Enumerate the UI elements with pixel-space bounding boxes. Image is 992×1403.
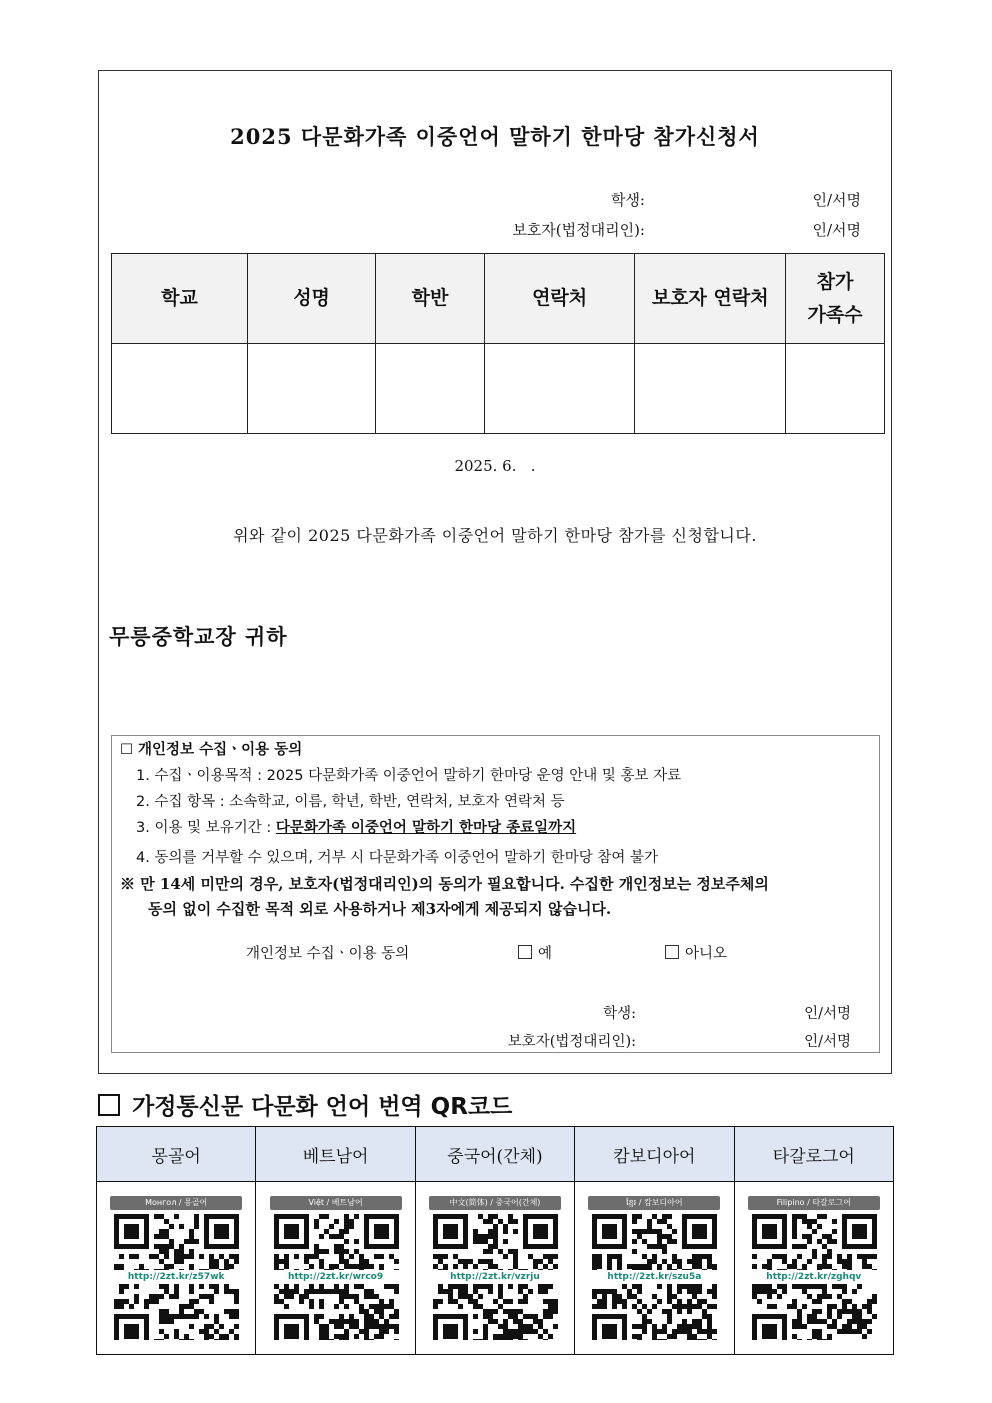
- table-header-row: [112, 254, 885, 344]
- qr-lang-header: 캄보디아어: [575, 1127, 734, 1182]
- col-school: 학교: [112, 254, 248, 344]
- qr-tag: 中文(简体) / 중국어(간체): [429, 1196, 561, 1210]
- qr-card[interactable]: [429, 1196, 561, 1336]
- qr-card[interactable]: [110, 1196, 242, 1336]
- qr-lang-header: 타갈로그어: [734, 1127, 893, 1182]
- qr-tag: ខ្មែរ / 캄보디아어: [588, 1196, 720, 1210]
- consent-item: 1. 수집ㆍ이용목적 : 2025 다문화가족 이중언어 말하기 한마당 운영 안내 및 홍보 자료: [136, 768, 682, 784]
- qr-url[interactable]: http://2zt.kr/szu5a: [607, 1272, 702, 1282]
- input-class[interactable]: [376, 344, 485, 434]
- qr-table: [96, 1126, 894, 1355]
- application-date: 2025. 6. .: [454, 457, 536, 475]
- consent-note: ※ 만 14세 미만의 경우, 보호자(법정대리인)의 동의가 필요합니다. 수집한 개인정보는 정보주체의: [120, 875, 769, 893]
- checkbox-yes[interactable]: [518, 945, 532, 959]
- option-no-label: 아니오: [685, 946, 728, 962]
- qr-url[interactable]: http://2zt.kr/wrco9: [288, 1272, 384, 1282]
- qr-code-icon[interactable]: [592, 1214, 717, 1270]
- qr-url[interactable]: http://2zt.kr/vzrju: [450, 1272, 540, 1282]
- qr-heading-text: 가정통신문 다문화 언어 번역 QR코드: [132, 1094, 513, 1120]
- consent-signature-student: [112, 1002, 879, 1022]
- col-family-count: 참가 가족수: [785, 254, 884, 344]
- qr-card[interactable]: [270, 1196, 402, 1336]
- qr-code-icon[interactable]: [433, 1284, 558, 1340]
- signature-mark[interactable]: 인/서명: [812, 221, 861, 239]
- qr-cell: [575, 1182, 734, 1355]
- option-yes-label: 예: [538, 946, 553, 962]
- col-class: 학반: [376, 254, 485, 344]
- top-signature-guardian: [99, 219, 891, 239]
- qr-row: [97, 1182, 894, 1355]
- option-yes[interactable]: [518, 942, 552, 963]
- qr-tag: Filipino / 타갈로그어: [748, 1196, 880, 1210]
- input-name[interactable]: [247, 344, 375, 434]
- table-row: [112, 344, 885, 434]
- addressee: 무릉중학교장 귀하: [109, 624, 288, 649]
- input-contact[interactable]: [484, 344, 635, 434]
- consent-title: ☐ 개인정보 수집ㆍ이용 동의: [120, 742, 303, 758]
- signature-label: 보호자(법정대리인):: [512, 221, 645, 239]
- qr-section-heading: [98, 1088, 512, 1121]
- qr-card[interactable]: [748, 1196, 880, 1336]
- qr-cell: [97, 1182, 256, 1355]
- qr-code-icon[interactable]: [114, 1284, 239, 1340]
- consent-item: 2. 수집 항목 : 소속학교, 이름, 학년, 학반, 연락처, 보호자 연락처 등: [136, 794, 565, 810]
- consent-signature-guardian: [112, 1030, 879, 1050]
- col-name: 성명: [247, 254, 375, 344]
- col-guardian-contact: 보호자 연락처: [635, 254, 786, 344]
- signature-label: 학생:: [603, 1006, 636, 1022]
- input-school[interactable]: [112, 344, 248, 434]
- qr-url[interactable]: http://2zt.kr/zghqv: [766, 1272, 862, 1282]
- consent-item-retention: [136, 816, 576, 837]
- option-no[interactable]: [665, 942, 727, 963]
- form-title: 2025 다문화가족 이중언어 말하기 한마당 참가신청서: [230, 124, 760, 149]
- signature-mark[interactable]: 인/서명: [804, 1006, 851, 1022]
- qr-code-icon[interactable]: [114, 1214, 239, 1270]
- signature-mark[interactable]: 인/서명: [812, 191, 861, 209]
- agree-question: 개인정보 수집ㆍ이용 동의: [246, 946, 410, 962]
- qr-code-icon[interactable]: [752, 1214, 877, 1270]
- consent-item: 3. 이용 및 보유기간 :: [136, 820, 276, 836]
- qr-tag: Монгол / 몽골어: [110, 1196, 242, 1210]
- qr-code-icon[interactable]: [274, 1284, 399, 1340]
- application-form: [98, 70, 892, 1074]
- consent-box: [111, 735, 880, 1053]
- qr-lang-header: 몽골어: [97, 1127, 256, 1182]
- qr-lang-header: 베트남어: [256, 1127, 415, 1182]
- qr-tag: Việt / 베트남어: [270, 1196, 402, 1210]
- qr-url[interactable]: http://2zt.kr/z57wk: [127, 1272, 225, 1282]
- qr-code-icon[interactable]: [592, 1284, 717, 1340]
- qr-card[interactable]: [588, 1196, 720, 1336]
- qr-lang-header: 중국어(간체): [415, 1127, 574, 1182]
- col-contact: 연락처: [484, 254, 635, 344]
- qr-cell: [415, 1182, 574, 1355]
- qr-code-icon[interactable]: [433, 1214, 558, 1270]
- application-table: [111, 253, 885, 434]
- checkbox-no[interactable]: [665, 945, 679, 959]
- top-signature-student: [99, 189, 891, 209]
- qr-code-icon[interactable]: [752, 1284, 877, 1340]
- signature-label: 보호자(법정대리인):: [507, 1034, 636, 1050]
- qr-cell: [256, 1182, 415, 1355]
- qr-code-icon[interactable]: [274, 1214, 399, 1270]
- signature-mark[interactable]: 인/서명: [804, 1034, 851, 1050]
- input-family-count[interactable]: [785, 344, 884, 434]
- consent-item: 4. 동의를 거부할 수 있으며, 거부 시 다문화가족 이중언어 말하기 한마당 참여 불가: [136, 850, 658, 866]
- consent-note: 동의 없이 수집한 목적 외로 사용하거나 제3자에게 제공되지 않습니다.: [148, 900, 612, 918]
- signature-label: 학생:: [610, 191, 645, 209]
- qr-header-row: [97, 1127, 894, 1182]
- input-guardian-contact[interactable]: [635, 344, 786, 434]
- application-statement: 위와 같이 2025 다문화가족 이중언어 말하기 한마당 참가를 신청합니다.: [233, 526, 757, 545]
- qr-cell: [734, 1182, 893, 1355]
- checkbox-icon: [98, 1094, 120, 1116]
- retention-period: 다문화가족 이중언어 말하기 한마당 종료일까지: [275, 820, 577, 836]
